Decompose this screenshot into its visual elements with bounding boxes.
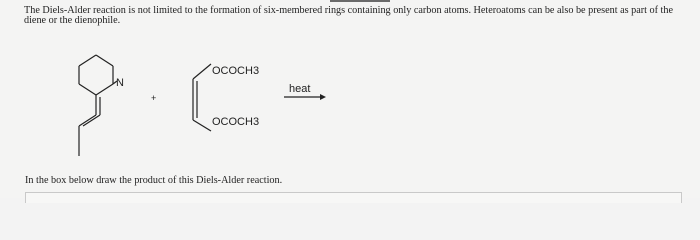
- answer-instruction: In the box below draw the product of this Diels-Alder reaction.: [25, 175, 283, 186]
- dienophile-top-substituent: OCOCH3: [212, 65, 260, 77]
- diene-structure: [79, 55, 117, 156]
- dienophile-bottom-substituent: OCOCH3: [212, 116, 260, 128]
- reaction-condition-label: heat: [289, 83, 311, 95]
- dienophile-bottom-bond: [193, 120, 211, 131]
- plus-sign: +: [151, 93, 157, 103]
- dienophile-top-bond: [193, 64, 211, 79]
- vinyl-bond-b: [83, 115, 100, 126]
- diene-heteroatom-label: N: [116, 77, 124, 89]
- ring-bond-lower-left: [79, 84, 96, 95]
- answer-drawing-box[interactable]: [25, 192, 682, 203]
- ring-bond-top-right: [96, 55, 113, 66]
- ring-bond-lower-right: [96, 84, 113, 95]
- vinyl-bond-a: [79, 115, 96, 126]
- ring-bond-top-left: [79, 55, 96, 66]
- dienophile-structure: [193, 64, 211, 131]
- question-intro: The Diels-Alder reaction is not limited to the formation of six-membered rings containing only carbon atoms. Heteroatoms can be also be present as part of the diene or the dienophile.: [24, 5, 673, 26]
